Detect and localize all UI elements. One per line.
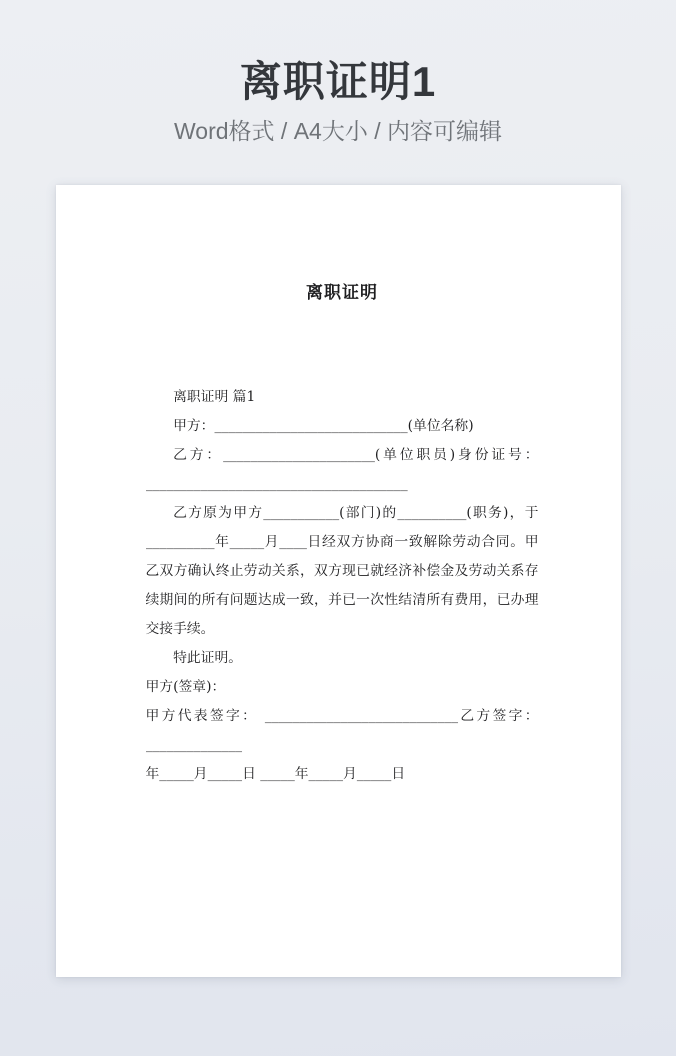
- doc-line: 乙双方确认终止劳动关系，双方现已就经济补偿金及劳动关系存: [145, 563, 539, 579]
- doc-line: 甲方代表签字： ____________________________乙方签字：: [145, 708, 539, 724]
- document-body: [146, 383, 539, 789]
- doc-line: __________年_____月____日经双方协商一致解除劳动合同。甲: [145, 534, 539, 550]
- page-subtitle: Word格式 / A4大小 / 内容可编辑: [173, 118, 502, 144]
- doc-line: ______________: [145, 737, 243, 753]
- page-title: 离职证明1: [239, 58, 437, 105]
- header: [0, 0, 676, 146]
- doc-line: 乙方原为甲方___________(部门)的__________(职务)，于: [173, 505, 539, 521]
- doc-line: ______________________________________: [145, 476, 408, 492]
- doc-line: 特此证明。: [173, 650, 243, 666]
- doc-line: 乙方：______________________(单位职员)身份证号：: [173, 447, 539, 463]
- document-title: 离职证明: [306, 283, 378, 303]
- doc-line: 甲方(签章)：: [145, 679, 226, 695]
- doc-line: 续期间的所有问题达成一致，并已一次性结清所有费用，已办理: [145, 592, 539, 608]
- doc-line: 年_____月_____日 _____年_____月_____日: [145, 766, 406, 782]
- doc-line: 甲方：____________________________(单位名称): [173, 418, 474, 434]
- doc-line: 交接手续。: [145, 621, 215, 637]
- document-page: [56, 185, 621, 977]
- doc-line: 离职证明 篇1: [173, 389, 256, 405]
